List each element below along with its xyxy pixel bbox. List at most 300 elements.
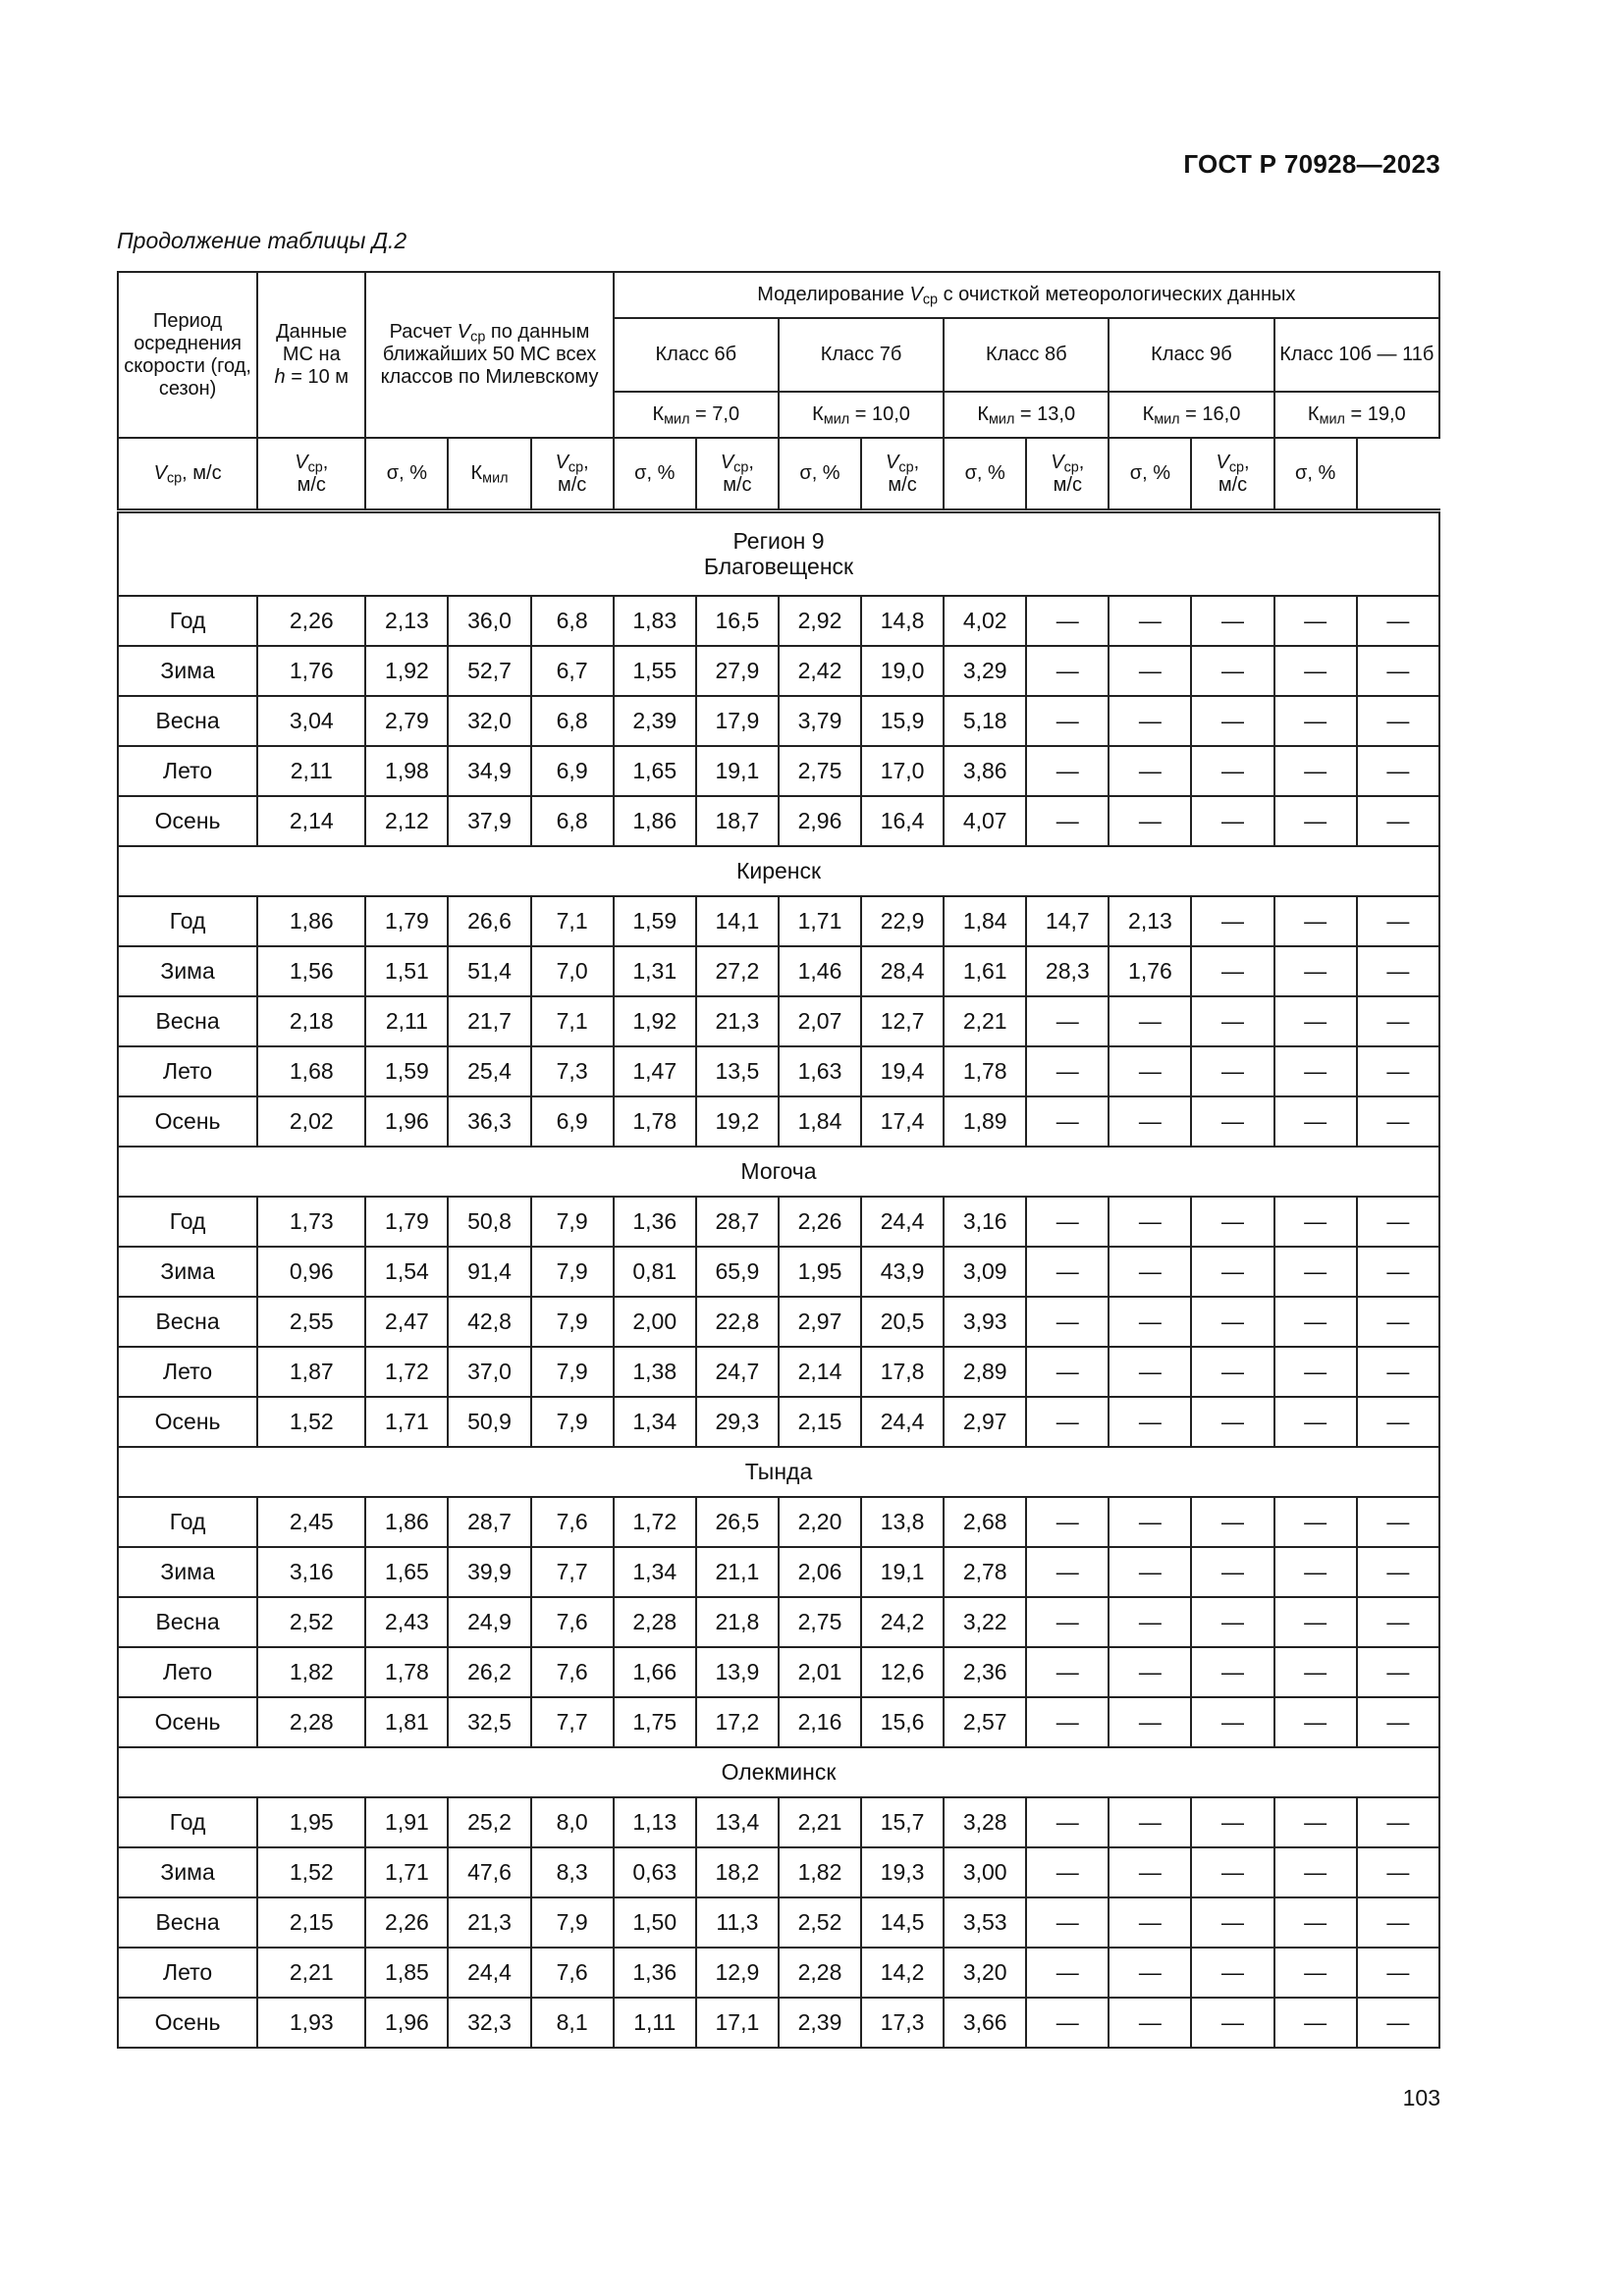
period-cell: Лето <box>118 746 257 796</box>
value-cell: 2,89 <box>944 1347 1026 1397</box>
unit-class-v-4: $V_{ср}$, м/с <box>1191 438 1273 511</box>
value-cell: 2,18 <box>257 996 365 1046</box>
value-cell: — <box>1357 1096 1439 1147</box>
value-cell: — <box>1274 1797 1357 1847</box>
value-cell: 3,20 <box>944 1948 1026 1998</box>
value-cell: 29,3 <box>696 1397 779 1447</box>
value-cell: 1,84 <box>944 896 1026 946</box>
period-cell: Лето <box>118 1647 257 1697</box>
value-cell: — <box>1191 796 1273 846</box>
table-row <box>118 1948 1439 1998</box>
value-cell: 2,57 <box>944 1697 1026 1747</box>
value-cell: — <box>1357 1697 1439 1747</box>
value-cell: 2,43 <box>365 1597 448 1647</box>
value-cell: 26,5 <box>696 1497 779 1547</box>
value-cell: 1,34 <box>614 1397 696 1447</box>
value-cell: 36,3 <box>448 1096 530 1147</box>
value-cell: — <box>1026 996 1109 1046</box>
value-cell: 13,9 <box>696 1647 779 1697</box>
value-cell: — <box>1191 996 1273 1046</box>
value-cell: 2,52 <box>257 1597 365 1647</box>
value-cell: 4,07 <box>944 796 1026 846</box>
unit-class-sigma-1: σ, % <box>779 438 861 511</box>
value-cell: — <box>1109 1297 1191 1347</box>
value-cell: 3,29 <box>944 646 1026 696</box>
header-k-2: $К_{мил} = 13,0$ <box>944 392 1109 438</box>
value-cell: 1,89 <box>944 1096 1026 1147</box>
value-cell: 42,8 <box>448 1297 530 1347</box>
header-class-3: Класс 9б <box>1109 318 1273 392</box>
period-cell: Осень <box>118 1998 257 2048</box>
value-cell: — <box>1191 1847 1273 1897</box>
value-cell: 3,86 <box>944 746 1026 796</box>
value-cell: — <box>1026 1948 1109 1998</box>
value-cell: — <box>1109 1647 1191 1697</box>
value-cell: 2,12 <box>365 796 448 846</box>
value-cell: — <box>1109 1847 1191 1897</box>
value-cell: 1,92 <box>614 996 696 1046</box>
period-cell: Год <box>118 1197 257 1247</box>
value-cell: 2,68 <box>944 1497 1026 1547</box>
value-cell: 1,86 <box>365 1497 448 1547</box>
value-cell: 3,93 <box>944 1297 1026 1347</box>
value-cell: — <box>1191 1647 1273 1697</box>
value-cell: 22,8 <box>696 1297 779 1347</box>
table-row <box>118 1347 1439 1397</box>
value-cell: — <box>1191 1497 1273 1547</box>
value-cell: 2,28 <box>614 1597 696 1647</box>
value-cell: — <box>1109 1046 1191 1096</box>
unit-calc-v: $V_{ср}$, м/с <box>257 438 365 511</box>
value-cell: 1,73 <box>257 1197 365 1247</box>
value-cell: 24,4 <box>448 1948 530 1998</box>
value-cell: 3,28 <box>944 1797 1026 1847</box>
period-cell: Зима <box>118 946 257 996</box>
value-cell: 1,72 <box>365 1347 448 1397</box>
value-cell: 1,93 <box>257 1998 365 2048</box>
table-row <box>118 1046 1439 1096</box>
table-row <box>118 646 1439 696</box>
value-cell: — <box>1274 1096 1357 1147</box>
value-cell: 11,3 <box>696 1897 779 1948</box>
value-cell: — <box>1357 796 1439 846</box>
value-cell: — <box>1191 696 1273 746</box>
value-cell: — <box>1191 946 1273 996</box>
value-cell: 1,71 <box>365 1397 448 1447</box>
value-cell: 2,97 <box>779 1297 861 1347</box>
period-cell: Лето <box>118 1347 257 1397</box>
value-cell: 5,18 <box>944 696 1026 746</box>
value-cell: 7,3 <box>531 1046 614 1096</box>
table-row <box>118 796 1439 846</box>
value-cell: 1,59 <box>365 1046 448 1096</box>
value-cell: — <box>1274 1647 1357 1697</box>
value-cell: 1,83 <box>614 596 696 646</box>
value-cell: 2,15 <box>257 1897 365 1948</box>
value-cell: — <box>1357 1046 1439 1096</box>
value-cell: 1,51 <box>365 946 448 996</box>
value-cell: — <box>1109 796 1191 846</box>
period-cell: Зима <box>118 1847 257 1897</box>
value-cell: 7,1 <box>531 996 614 1046</box>
value-cell: — <box>1274 1197 1357 1247</box>
value-cell: 2,26 <box>365 1897 448 1948</box>
value-cell: 1,86 <box>614 796 696 846</box>
table-row <box>118 696 1439 746</box>
value-cell: 2,00 <box>614 1297 696 1347</box>
value-cell: 7,9 <box>531 1347 614 1397</box>
value-cell: 25,4 <box>448 1046 530 1096</box>
value-cell: — <box>1357 1347 1439 1397</box>
period-cell: Весна <box>118 996 257 1046</box>
value-cell: — <box>1274 1697 1357 1747</box>
value-cell: 2,39 <box>779 1998 861 2048</box>
value-cell: 14,8 <box>861 596 944 646</box>
value-cell: 51,4 <box>448 946 530 996</box>
region-title: Олекминск <box>118 1747 1439 1797</box>
value-cell: 8,1 <box>531 1998 614 2048</box>
value-cell: 2,42 <box>779 646 861 696</box>
value-cell: 1,86 <box>257 896 365 946</box>
value-cell: 12,9 <box>696 1948 779 1998</box>
value-cell: 14,1 <box>696 896 779 946</box>
value-cell: 13,5 <box>696 1046 779 1096</box>
region-title: Тында <box>118 1447 1439 1497</box>
value-cell: 7,1 <box>531 896 614 946</box>
unit-class-v-1: $V_{ср}$, м/с <box>696 438 779 511</box>
region-title: Могоча <box>118 1147 1439 1197</box>
table-row <box>118 1397 1439 1447</box>
header-class-0: Класс 6б <box>614 318 779 392</box>
table-row <box>118 596 1439 646</box>
value-cell: 2,55 <box>257 1297 365 1347</box>
unit-calc-k: $К_{мил}$ <box>448 438 530 511</box>
unit-class-v-3: $V_{ср}$, м/с <box>1026 438 1109 511</box>
value-cell: 7,6 <box>531 1497 614 1547</box>
value-cell: 17,0 <box>861 746 944 796</box>
value-cell: 20,5 <box>861 1297 944 1347</box>
value-cell: 7,6 <box>531 1597 614 1647</box>
value-cell: 7,7 <box>531 1547 614 1597</box>
value-cell: — <box>1109 1797 1191 1847</box>
value-cell: 91,4 <box>448 1247 530 1297</box>
value-cell: 2,39 <box>614 696 696 746</box>
value-cell: 2,14 <box>779 1347 861 1397</box>
value-cell: — <box>1109 1247 1191 1297</box>
value-cell: 2,21 <box>257 1948 365 1998</box>
value-cell: 13,8 <box>861 1497 944 1547</box>
value-cell: 6,8 <box>531 696 614 746</box>
value-cell: — <box>1274 646 1357 696</box>
value-cell: — <box>1357 746 1439 796</box>
table-row <box>118 1197 1439 1247</box>
period-cell: Весна <box>118 696 257 746</box>
value-cell: 1,95 <box>779 1247 861 1297</box>
value-cell: 52,7 <box>448 646 530 696</box>
unit-ms-v: $V_{ср}$, м/с <box>118 438 257 511</box>
value-cell: 3,53 <box>944 1897 1026 1948</box>
value-cell: 1,46 <box>779 946 861 996</box>
value-cell: — <box>1109 1697 1191 1747</box>
value-cell: 2,75 <box>779 1597 861 1647</box>
value-cell: 21,8 <box>696 1597 779 1647</box>
header-model: Моделирование $V_{ср}$ с очисткой метеорологических данных <box>614 272 1439 318</box>
value-cell: — <box>1274 696 1357 746</box>
value-cell: 17,3 <box>861 1998 944 2048</box>
value-cell: 27,9 <box>696 646 779 696</box>
value-cell: — <box>1026 1797 1109 1847</box>
value-cell: 28,7 <box>696 1197 779 1247</box>
value-cell: — <box>1026 796 1109 846</box>
value-cell: 39,9 <box>448 1547 530 1597</box>
value-cell: — <box>1274 946 1357 996</box>
table-row <box>118 1297 1439 1347</box>
value-cell: 6,9 <box>531 1096 614 1147</box>
value-cell: 2,28 <box>257 1697 365 1747</box>
value-cell: 36,0 <box>448 596 530 646</box>
value-cell: — <box>1357 1547 1439 1597</box>
value-cell: 32,3 <box>448 1998 530 2048</box>
value-cell: — <box>1357 1948 1439 1998</box>
value-cell: 2,45 <box>257 1497 365 1547</box>
period-cell: Год <box>118 596 257 646</box>
value-cell: 21,1 <box>696 1547 779 1597</box>
value-cell: 2,26 <box>257 596 365 646</box>
value-cell: 1,82 <box>779 1847 861 1897</box>
table-row <box>118 1497 1439 1547</box>
value-cell: 25,2 <box>448 1797 530 1847</box>
value-cell: — <box>1191 596 1273 646</box>
unit-class-v-0: $V_{ср}$, м/с <box>531 438 614 511</box>
unit-calc-sigma: σ, % <box>365 438 448 511</box>
value-cell: — <box>1026 596 1109 646</box>
table-row <box>118 746 1439 796</box>
value-cell: — <box>1357 1797 1439 1847</box>
value-cell: 1,84 <box>779 1096 861 1147</box>
value-cell: — <box>1026 1347 1109 1397</box>
value-cell: — <box>1026 1647 1109 1697</box>
value-cell: — <box>1357 1247 1439 1297</box>
value-cell: — <box>1274 1397 1357 1447</box>
value-cell: 1,71 <box>365 1847 448 1897</box>
value-cell: 1,81 <box>365 1697 448 1747</box>
value-cell: — <box>1357 1998 1439 2048</box>
value-cell: 37,0 <box>448 1347 530 1397</box>
value-cell: 1,78 <box>365 1647 448 1697</box>
value-cell: 2,20 <box>779 1497 861 1547</box>
value-cell: 8,3 <box>531 1847 614 1897</box>
value-cell: 2,06 <box>779 1547 861 1597</box>
value-cell: 2,21 <box>944 996 1026 1046</box>
value-cell: 16,4 <box>861 796 944 846</box>
value-cell: 1,63 <box>779 1046 861 1096</box>
value-cell: 65,9 <box>696 1247 779 1297</box>
value-cell: 28,4 <box>861 946 944 996</box>
value-cell: — <box>1109 1347 1191 1397</box>
value-cell: — <box>1026 646 1109 696</box>
value-cell: 13,4 <box>696 1797 779 1847</box>
value-cell: — <box>1274 1247 1357 1297</box>
period-cell: Осень <box>118 1096 257 1147</box>
header-k-3: $К_{мил} = 16,0$ <box>1109 392 1273 438</box>
value-cell: 6,8 <box>531 796 614 846</box>
value-cell: 15,7 <box>861 1797 944 1847</box>
period-cell: Зима <box>118 1247 257 1297</box>
value-cell: 32,5 <box>448 1697 530 1747</box>
value-cell: 1,96 <box>365 1096 448 1147</box>
value-cell: — <box>1274 596 1357 646</box>
value-cell: 14,2 <box>861 1948 944 1998</box>
table-row <box>118 896 1439 946</box>
value-cell: — <box>1191 746 1273 796</box>
value-cell: 47,6 <box>448 1847 530 1897</box>
value-cell: — <box>1191 646 1273 696</box>
value-cell: 1,91 <box>365 1797 448 1847</box>
value-cell: 1,76 <box>257 646 365 696</box>
value-cell: — <box>1109 696 1191 746</box>
value-cell: 6,7 <box>531 646 614 696</box>
value-cell: — <box>1191 1697 1273 1747</box>
value-cell: — <box>1357 1197 1439 1247</box>
header-ms-data: Данные МС на h = 10 м <box>257 272 365 438</box>
value-cell: 15,9 <box>861 696 944 746</box>
value-cell: — <box>1026 1497 1109 1547</box>
value-cell: — <box>1274 746 1357 796</box>
value-cell: 2,26 <box>779 1197 861 1247</box>
value-cell: 1,92 <box>365 646 448 696</box>
page-number: 103 <box>1402 2085 1440 2110</box>
value-cell: 3,66 <box>944 1998 1026 2048</box>
value-cell: 19,2 <box>696 1096 779 1147</box>
value-cell: 21,3 <box>696 996 779 1046</box>
value-cell: 1,38 <box>614 1347 696 1397</box>
value-cell: 2,11 <box>365 996 448 1046</box>
value-cell: 1,78 <box>614 1096 696 1147</box>
value-cell: 7,9 <box>531 1297 614 1347</box>
value-cell: 1,76 <box>1109 946 1191 996</box>
value-cell: 1,13 <box>614 1797 696 1847</box>
value-cell: — <box>1026 1697 1109 1747</box>
value-cell: — <box>1109 646 1191 696</box>
value-cell: 22,9 <box>861 896 944 946</box>
table-row <box>118 1847 1439 1897</box>
value-cell: — <box>1109 596 1191 646</box>
value-cell: — <box>1026 1547 1109 1597</box>
table-row <box>118 1547 1439 1597</box>
value-cell: — <box>1357 1597 1439 1647</box>
period-cell: Осень <box>118 1697 257 1747</box>
value-cell: — <box>1026 1397 1109 1447</box>
value-cell: 2,75 <box>779 746 861 796</box>
value-cell: 1,85 <box>365 1948 448 1998</box>
value-cell: — <box>1191 1797 1273 1847</box>
value-cell: — <box>1109 1197 1191 1247</box>
value-cell: 19,3 <box>861 1847 944 1897</box>
value-cell: 18,7 <box>696 796 779 846</box>
value-cell: — <box>1357 1847 1439 1897</box>
value-cell: 3,16 <box>944 1197 1026 1247</box>
value-cell: 24,9 <box>448 1597 530 1647</box>
value-cell: 1,50 <box>614 1897 696 1948</box>
value-cell: 21,3 <box>448 1897 530 1948</box>
value-cell: 1,36 <box>614 1948 696 1998</box>
value-cell: 3,04 <box>257 696 365 746</box>
table-row <box>118 1647 1439 1697</box>
value-cell: 1,52 <box>257 1397 365 1447</box>
value-cell: 2,97 <box>944 1397 1026 1447</box>
value-cell: 6,9 <box>531 746 614 796</box>
value-cell: 2,78 <box>944 1547 1026 1597</box>
period-cell: Осень <box>118 796 257 846</box>
value-cell: — <box>1191 1547 1273 1597</box>
value-cell: 7,9 <box>531 1197 614 1247</box>
region-title: Регион 9 Благовещенск <box>118 511 1439 597</box>
header-class-2: Класс 8б <box>944 318 1109 392</box>
value-cell: — <box>1026 1297 1109 1347</box>
value-cell: 3,16 <box>257 1547 365 1597</box>
value-cell: 0,63 <box>614 1847 696 1897</box>
value-cell: 2,02 <box>257 1096 365 1147</box>
value-cell: — <box>1109 996 1191 1046</box>
value-cell: — <box>1274 796 1357 846</box>
value-cell: — <box>1274 1547 1357 1597</box>
value-cell: 17,8 <box>861 1347 944 1397</box>
value-cell: — <box>1191 1998 1273 2048</box>
period-cell: Год <box>118 1797 257 1847</box>
value-cell: 28,7 <box>448 1497 530 1547</box>
value-cell: — <box>1274 1948 1357 1998</box>
table-row <box>118 1797 1439 1847</box>
value-cell: 16,5 <box>696 596 779 646</box>
value-cell: 2,01 <box>779 1647 861 1697</box>
value-cell: 19,4 <box>861 1046 944 1096</box>
value-cell: — <box>1109 1998 1191 2048</box>
value-cell: — <box>1026 1096 1109 1147</box>
value-cell: — <box>1191 1397 1273 1447</box>
value-cell: — <box>1357 1397 1439 1447</box>
header-calc: Расчет $V_{ср}$ по данным ближайших 50 МС всех классов по Милевскому <box>365 272 613 438</box>
header-k-4: $К_{мил} = 19,0$ <box>1274 392 1439 438</box>
value-cell: 1,79 <box>365 896 448 946</box>
value-cell: 15,6 <box>861 1697 944 1747</box>
value-cell: 7,9 <box>531 1397 614 1447</box>
value-cell: 19,0 <box>861 646 944 696</box>
value-cell: 24,7 <box>696 1347 779 1397</box>
value-cell: 3,00 <box>944 1847 1026 1897</box>
region-title: Киренск <box>118 846 1439 896</box>
value-cell: 1,55 <box>614 646 696 696</box>
value-cell: 0,81 <box>614 1247 696 1297</box>
value-cell: 1,11 <box>614 1998 696 2048</box>
value-cell: 1,47 <box>614 1046 696 1096</box>
period-cell: Зима <box>118 1547 257 1597</box>
value-cell: 1,36 <box>614 1197 696 1247</box>
period-cell: Осень <box>118 1397 257 1447</box>
value-cell: 24,4 <box>861 1397 944 1447</box>
value-cell: — <box>1191 1948 1273 1998</box>
value-cell: — <box>1357 996 1439 1046</box>
value-cell: 19,1 <box>861 1547 944 1597</box>
value-cell: 17,4 <box>861 1096 944 1147</box>
value-cell: 17,9 <box>696 696 779 746</box>
value-cell: 2,52 <box>779 1897 861 1948</box>
unit-class-sigma-2: σ, % <box>944 438 1026 511</box>
value-cell: 1,66 <box>614 1647 696 1697</box>
value-cell: — <box>1274 996 1357 1046</box>
value-cell: 2,15 <box>779 1397 861 1447</box>
unit-class-sigma-4: σ, % <box>1274 438 1357 511</box>
value-cell: — <box>1109 746 1191 796</box>
